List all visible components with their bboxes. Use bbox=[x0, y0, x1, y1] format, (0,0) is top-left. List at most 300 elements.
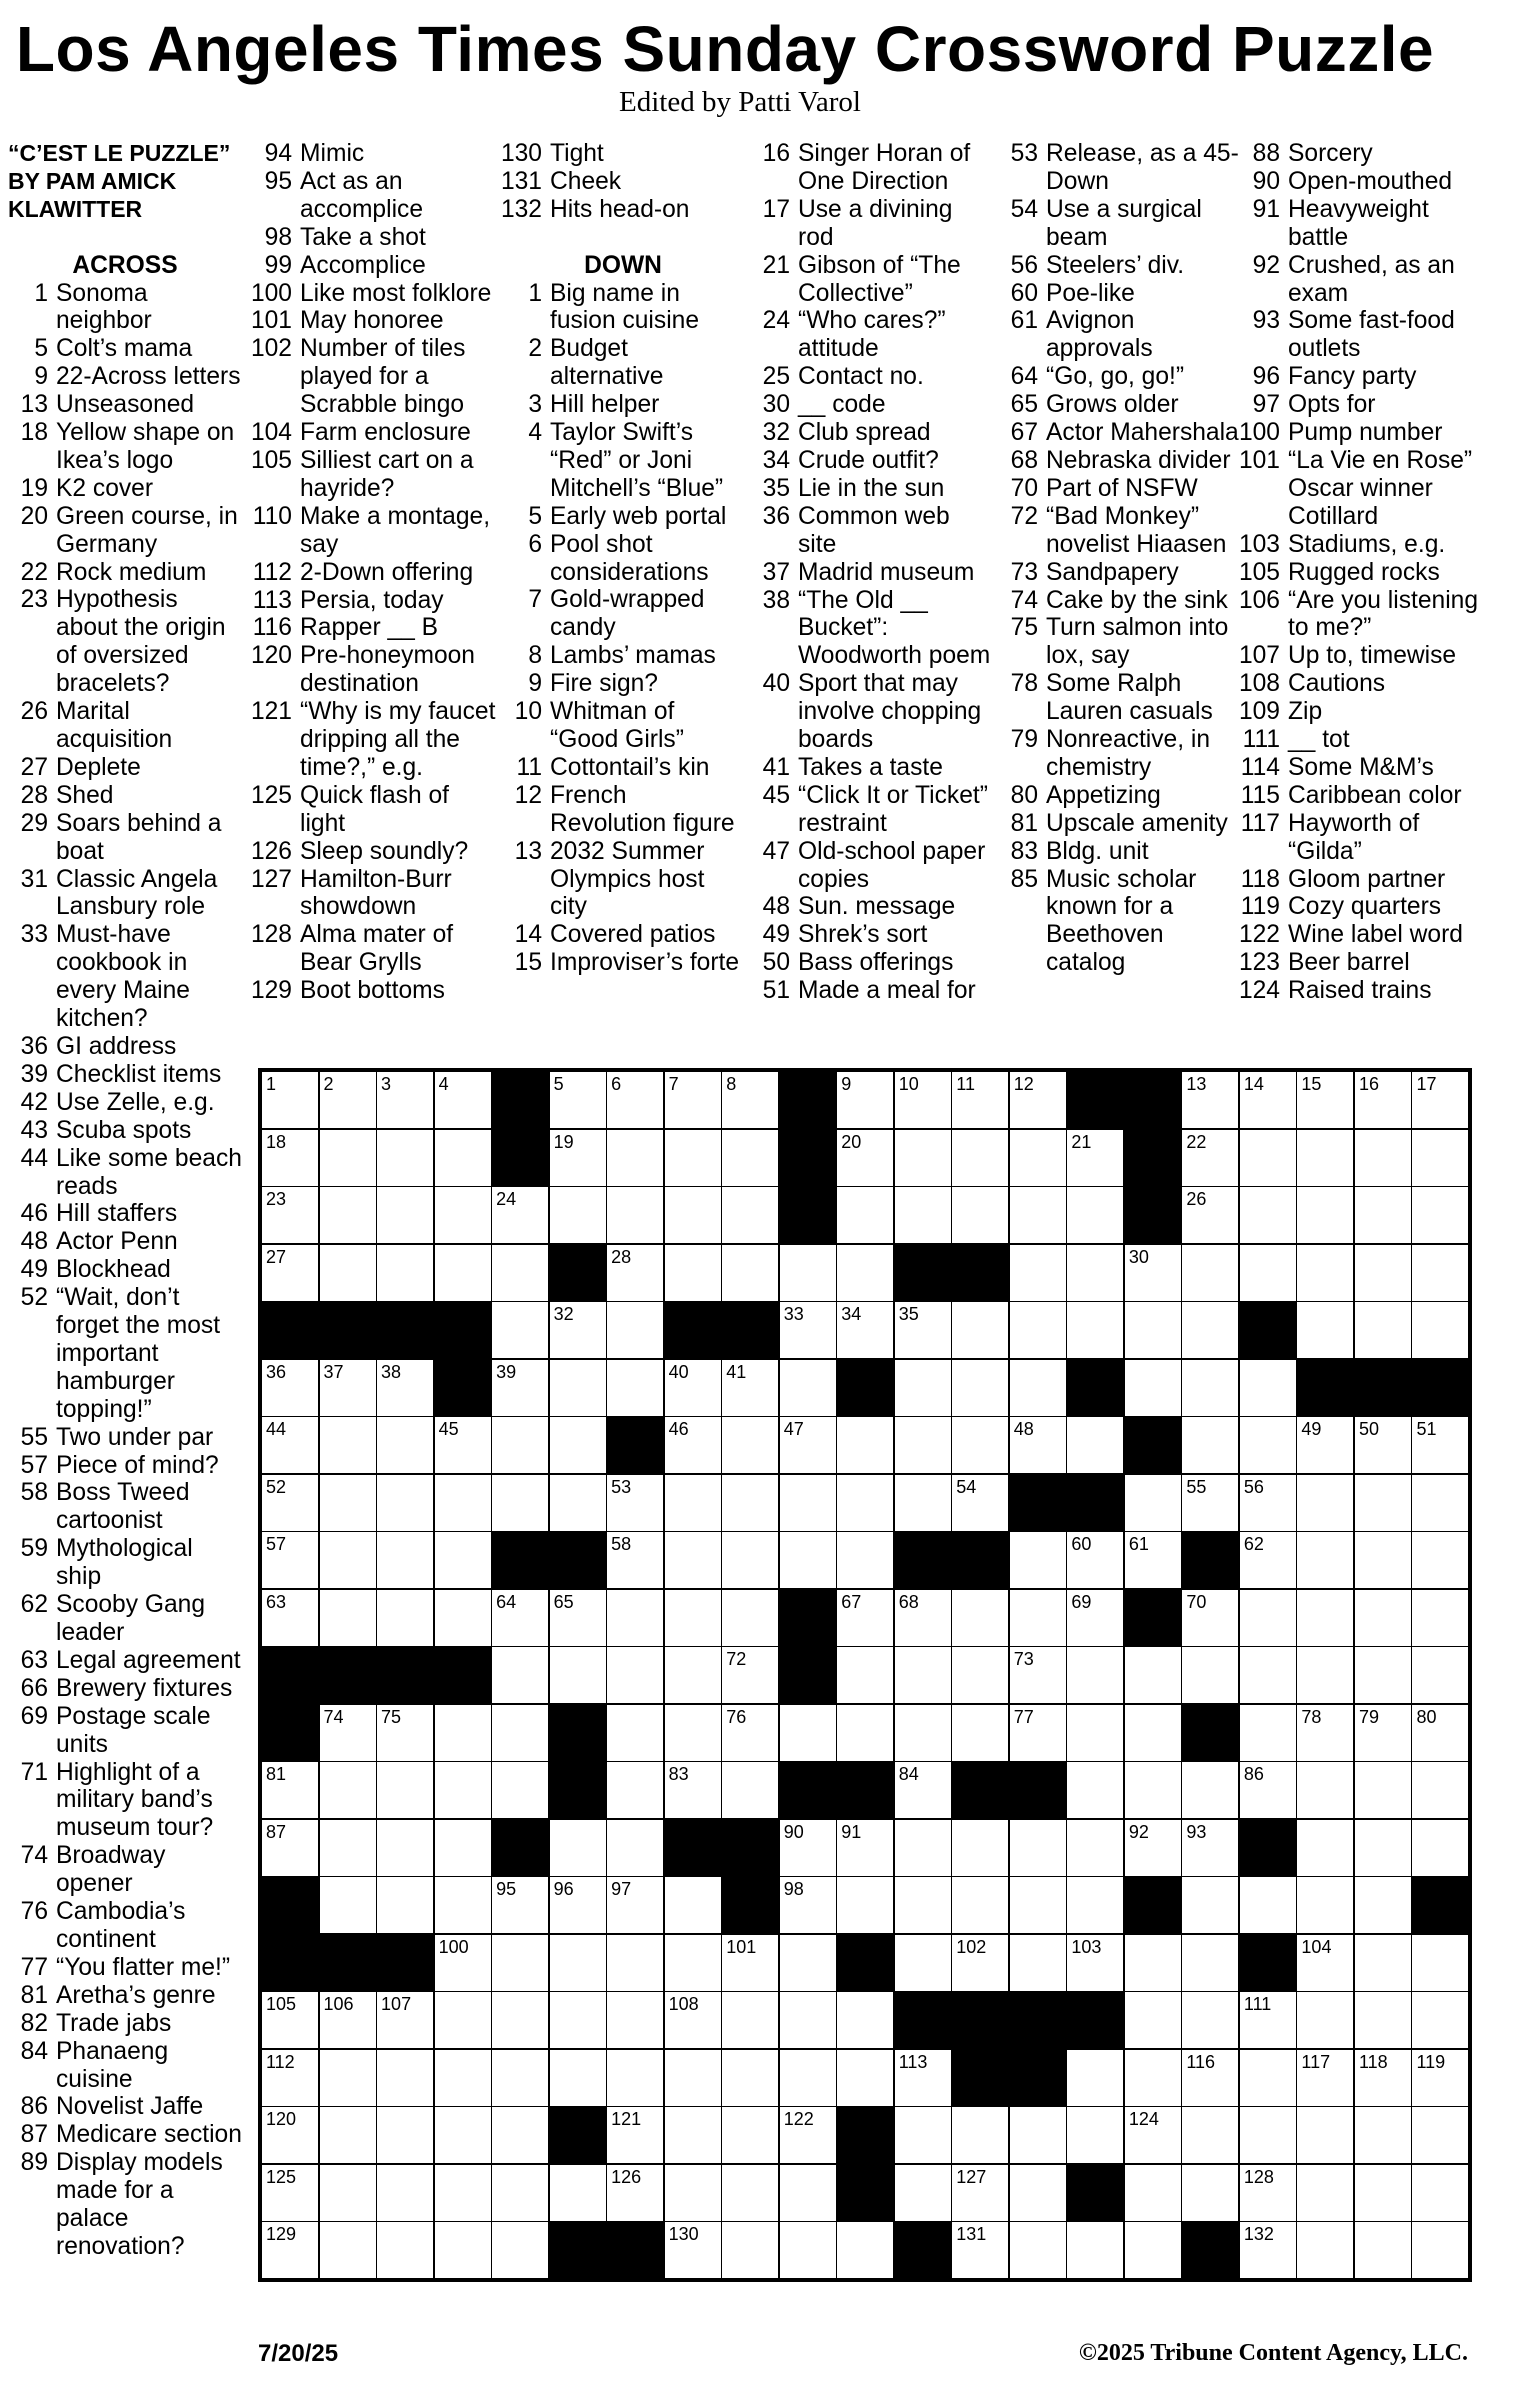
grid-cell[interactable] bbox=[1411, 1991, 1469, 2049]
grid-cell[interactable] bbox=[319, 1991, 377, 2049]
grid-cell[interactable] bbox=[1354, 1244, 1412, 1302]
grid-cell[interactable] bbox=[1296, 1876, 1354, 1934]
grid-cell[interactable] bbox=[549, 2049, 607, 2107]
grid-cell[interactable] bbox=[1354, 1589, 1412, 1647]
grid-cell[interactable] bbox=[1354, 2164, 1412, 2222]
grid-cell[interactable] bbox=[779, 1359, 837, 1417]
grid-cell[interactable] bbox=[1354, 1876, 1412, 1934]
grid-cell[interactable] bbox=[721, 1704, 779, 1762]
grid-cell[interactable] bbox=[606, 1531, 664, 1589]
grid-cell[interactable] bbox=[951, 1359, 1009, 1417]
grid-cell[interactable] bbox=[1354, 2221, 1412, 2279]
grid-cell[interactable] bbox=[1124, 2106, 1182, 2164]
grid-cell[interactable] bbox=[376, 1129, 434, 1187]
grid-cell[interactable] bbox=[721, 1416, 779, 1474]
grid-cell[interactable] bbox=[721, 1991, 779, 2049]
grid-cell[interactable] bbox=[1181, 2106, 1239, 2164]
grid-cell[interactable] bbox=[376, 2164, 434, 2222]
grid-cell[interactable] bbox=[894, 1129, 952, 1187]
grid-cell[interactable] bbox=[1066, 1301, 1124, 1359]
grid-cell[interactable] bbox=[1239, 1646, 1297, 1704]
grid-cell[interactable] bbox=[1296, 1761, 1354, 1819]
grid-cell[interactable] bbox=[664, 1934, 722, 1992]
grid-cell[interactable] bbox=[951, 1186, 1009, 1244]
grid-cell[interactable] bbox=[606, 1876, 664, 1934]
grid-cell[interactable] bbox=[319, 1761, 377, 1819]
grid-cell[interactable] bbox=[376, 1761, 434, 1819]
grid-cell[interactable] bbox=[1411, 1186, 1469, 1244]
grid-cell[interactable] bbox=[664, 1129, 722, 1187]
grid-cell[interactable] bbox=[1009, 1186, 1067, 1244]
grid-cell[interactable] bbox=[1124, 1474, 1182, 1532]
grid-cell[interactable] bbox=[1066, 1876, 1124, 1934]
grid-cell[interactable] bbox=[434, 1819, 492, 1877]
grid-cell[interactable] bbox=[1354, 1301, 1412, 1359]
grid-cell[interactable] bbox=[1124, 1646, 1182, 1704]
grid-cell[interactable] bbox=[261, 2106, 319, 2164]
grid-cell[interactable] bbox=[491, 1244, 549, 1302]
grid-cell[interactable] bbox=[606, 1301, 664, 1359]
grid-cell[interactable] bbox=[951, 2221, 1009, 2279]
grid-cell[interactable] bbox=[434, 1474, 492, 1532]
grid-cell[interactable] bbox=[1124, 1244, 1182, 1302]
grid-cell[interactable] bbox=[664, 1876, 722, 1934]
grid-cell[interactable] bbox=[1411, 1071, 1469, 1129]
grid-cell[interactable] bbox=[836, 1129, 894, 1187]
grid-cell[interactable] bbox=[1411, 2106, 1469, 2164]
grid-cell[interactable] bbox=[491, 1991, 549, 2049]
grid-cell[interactable] bbox=[1239, 1416, 1297, 1474]
grid-cell[interactable] bbox=[1354, 2049, 1412, 2107]
grid-cell[interactable] bbox=[606, 1244, 664, 1302]
grid-cell[interactable] bbox=[1066, 1416, 1124, 1474]
grid-cell[interactable] bbox=[376, 1359, 434, 1417]
grid-cell[interactable] bbox=[606, 1186, 664, 1244]
grid-cell[interactable] bbox=[836, 1531, 894, 1589]
grid-cell[interactable] bbox=[779, 2221, 837, 2279]
grid-cell[interactable] bbox=[894, 1071, 952, 1129]
grid-cell[interactable] bbox=[434, 1761, 492, 1819]
grid-cell[interactable] bbox=[1124, 1761, 1182, 1819]
grid-cell[interactable] bbox=[1239, 1761, 1297, 1819]
grid-cell[interactable] bbox=[1124, 2221, 1182, 2279]
grid-cell[interactable] bbox=[1411, 2164, 1469, 2222]
grid-cell[interactable] bbox=[1124, 1531, 1182, 1589]
grid-cell[interactable] bbox=[261, 1531, 319, 1589]
grid-cell[interactable] bbox=[1009, 1646, 1067, 1704]
grid-cell[interactable] bbox=[1239, 1876, 1297, 1934]
grid-cell[interactable] bbox=[951, 2106, 1009, 2164]
grid-cell[interactable] bbox=[779, 1474, 837, 1532]
grid-cell[interactable] bbox=[1009, 1359, 1067, 1417]
grid-cell[interactable] bbox=[1354, 1531, 1412, 1589]
grid-cell[interactable] bbox=[779, 1819, 837, 1877]
grid-cell[interactable] bbox=[376, 1704, 434, 1762]
grid-cell[interactable] bbox=[836, 1071, 894, 1129]
grid-cell[interactable] bbox=[721, 1186, 779, 1244]
grid-cell[interactable] bbox=[951, 1589, 1009, 1647]
grid-cell[interactable] bbox=[1009, 2164, 1067, 2222]
grid-cell[interactable] bbox=[1009, 1934, 1067, 1992]
grid-cell[interactable] bbox=[1296, 2164, 1354, 2222]
grid-cell[interactable] bbox=[951, 1416, 1009, 1474]
grid-cell[interactable] bbox=[319, 2049, 377, 2107]
grid-cell[interactable] bbox=[434, 1129, 492, 1187]
grid-cell[interactable] bbox=[1411, 1589, 1469, 1647]
grid-cell[interactable] bbox=[549, 1359, 607, 1417]
grid-cell[interactable] bbox=[1296, 1819, 1354, 1877]
grid-cell[interactable] bbox=[1239, 1244, 1297, 1302]
grid-cell[interactable] bbox=[1239, 2164, 1297, 2222]
grid-cell[interactable] bbox=[1181, 1646, 1239, 1704]
grid-cell[interactable] bbox=[951, 1474, 1009, 1532]
grid-cell[interactable] bbox=[721, 1359, 779, 1417]
grid-cell[interactable] bbox=[836, 1646, 894, 1704]
grid-cell[interactable] bbox=[376, 1991, 434, 2049]
grid-cell[interactable] bbox=[894, 1589, 952, 1647]
grid-cell[interactable] bbox=[664, 1531, 722, 1589]
grid-cell[interactable] bbox=[894, 2106, 952, 2164]
grid-cell[interactable] bbox=[376, 1186, 434, 1244]
grid-cell[interactable] bbox=[1124, 1359, 1182, 1417]
grid-cell[interactable] bbox=[1124, 2164, 1182, 2222]
grid-cell[interactable] bbox=[1181, 1186, 1239, 1244]
grid-cell[interactable] bbox=[606, 1129, 664, 1187]
grid-cell[interactable] bbox=[606, 1991, 664, 2049]
grid-cell[interactable] bbox=[319, 1474, 377, 1532]
grid-cell[interactable] bbox=[1296, 2049, 1354, 2107]
grid-cell[interactable] bbox=[836, 2221, 894, 2279]
grid-cell[interactable] bbox=[1066, 2106, 1124, 2164]
grid-cell[interactable] bbox=[1411, 1244, 1469, 1302]
grid-cell[interactable] bbox=[664, 1991, 722, 2049]
grid-cell[interactable] bbox=[434, 1071, 492, 1129]
grid-cell[interactable] bbox=[319, 2164, 377, 2222]
grid-cell[interactable] bbox=[779, 1704, 837, 1762]
grid-cell[interactable] bbox=[549, 1991, 607, 2049]
grid-cell[interactable] bbox=[894, 2164, 952, 2222]
grid-cell[interactable] bbox=[1354, 1934, 1412, 1992]
grid-cell[interactable] bbox=[434, 2164, 492, 2222]
grid-cell[interactable] bbox=[376, 1531, 434, 1589]
grid-cell[interactable] bbox=[606, 1474, 664, 1532]
grid-cell[interactable] bbox=[951, 1934, 1009, 1992]
grid-cell[interactable] bbox=[836, 1301, 894, 1359]
grid-cell[interactable] bbox=[491, 1761, 549, 1819]
grid-cell[interactable] bbox=[1354, 2106, 1412, 2164]
grid-cell[interactable] bbox=[549, 1129, 607, 1187]
grid-cell[interactable] bbox=[1411, 1934, 1469, 1992]
grid-cell[interactable] bbox=[319, 1416, 377, 1474]
grid-cell[interactable] bbox=[1354, 1704, 1412, 1762]
grid-cell[interactable] bbox=[376, 1071, 434, 1129]
grid-cell[interactable] bbox=[951, 1646, 1009, 1704]
grid-cell[interactable] bbox=[1411, 1129, 1469, 1187]
grid-cell[interactable] bbox=[951, 1071, 1009, 1129]
grid-cell[interactable] bbox=[779, 2164, 837, 2222]
grid-cell[interactable] bbox=[261, 2049, 319, 2107]
grid-cell[interactable] bbox=[1411, 1761, 1469, 1819]
grid-cell[interactable] bbox=[1066, 1704, 1124, 1762]
grid-cell[interactable] bbox=[549, 1589, 607, 1647]
grid-cell[interactable] bbox=[1239, 1129, 1297, 1187]
grid-cell[interactable] bbox=[894, 1646, 952, 1704]
grid-cell[interactable] bbox=[1354, 1129, 1412, 1187]
grid-cell[interactable] bbox=[1239, 1071, 1297, 1129]
grid-cell[interactable] bbox=[261, 1244, 319, 1302]
grid-cell[interactable] bbox=[491, 1186, 549, 1244]
grid-cell[interactable] bbox=[319, 1531, 377, 1589]
grid-cell[interactable] bbox=[1354, 1186, 1412, 1244]
grid-cell[interactable] bbox=[1066, 1129, 1124, 1187]
grid-cell[interactable] bbox=[836, 1474, 894, 1532]
grid-cell[interactable] bbox=[1181, 1934, 1239, 1992]
grid-cell[interactable] bbox=[836, 1819, 894, 1877]
grid-cell[interactable] bbox=[434, 1531, 492, 1589]
grid-cell[interactable] bbox=[1354, 1761, 1412, 1819]
grid-cell[interactable] bbox=[779, 2106, 837, 2164]
grid-cell[interactable] bbox=[606, 1704, 664, 1762]
grid-cell[interactable] bbox=[549, 1301, 607, 1359]
grid-cell[interactable] bbox=[1181, 1301, 1239, 1359]
grid-cell[interactable] bbox=[894, 1761, 952, 1819]
grid-cell[interactable] bbox=[606, 1359, 664, 1417]
grid-cell[interactable] bbox=[606, 1646, 664, 1704]
grid-cell[interactable] bbox=[664, 1416, 722, 1474]
grid-cell[interactable] bbox=[549, 1071, 607, 1129]
grid-cell[interactable] bbox=[1124, 2049, 1182, 2107]
grid-cell[interactable] bbox=[549, 2164, 607, 2222]
grid-cell[interactable] bbox=[1124, 1301, 1182, 1359]
grid-cell[interactable] bbox=[951, 1704, 1009, 1762]
grid-cell[interactable] bbox=[1296, 1129, 1354, 1187]
grid-cell[interactable] bbox=[1239, 2221, 1297, 2279]
grid-cell[interactable] bbox=[434, 1704, 492, 1762]
grid-cell[interactable] bbox=[491, 1416, 549, 1474]
grid-cell[interactable] bbox=[1181, 1071, 1239, 1129]
grid-cell[interactable] bbox=[319, 2221, 377, 2279]
grid-cell[interactable] bbox=[261, 1359, 319, 1417]
grid-cell[interactable] bbox=[376, 1416, 434, 1474]
grid-cell[interactable] bbox=[664, 1646, 722, 1704]
grid-cell[interactable] bbox=[721, 1071, 779, 1129]
grid-cell[interactable] bbox=[1124, 1934, 1182, 1992]
grid-cell[interactable] bbox=[261, 1071, 319, 1129]
grid-cell[interactable] bbox=[549, 1934, 607, 1992]
grid-cell[interactable] bbox=[1296, 1416, 1354, 1474]
grid-cell[interactable] bbox=[1354, 1071, 1412, 1129]
grid-cell[interactable] bbox=[606, 1071, 664, 1129]
grid-cell[interactable] bbox=[261, 1819, 319, 1877]
grid-cell[interactable] bbox=[319, 1819, 377, 1877]
grid-cell[interactable] bbox=[376, 2221, 434, 2279]
grid-cell[interactable] bbox=[434, 2221, 492, 2279]
grid-cell[interactable] bbox=[951, 1129, 1009, 1187]
grid-cell[interactable] bbox=[491, 1589, 549, 1647]
grid-cell[interactable] bbox=[779, 1301, 837, 1359]
grid-cell[interactable] bbox=[1354, 1819, 1412, 1877]
grid-cell[interactable] bbox=[894, 1819, 952, 1877]
grid-cell[interactable] bbox=[894, 1416, 952, 1474]
grid-cell[interactable] bbox=[491, 1934, 549, 1992]
grid-cell[interactable] bbox=[721, 2164, 779, 2222]
grid-cell[interactable] bbox=[434, 1244, 492, 1302]
grid-cell[interactable] bbox=[1009, 1531, 1067, 1589]
grid-cell[interactable] bbox=[549, 1474, 607, 1532]
grid-cell[interactable] bbox=[1296, 1301, 1354, 1359]
grid-cell[interactable] bbox=[721, 1589, 779, 1647]
grid-cell[interactable] bbox=[434, 1186, 492, 1244]
grid-cell[interactable] bbox=[951, 1876, 1009, 1934]
grid-cell[interactable] bbox=[261, 1129, 319, 1187]
grid-cell[interactable] bbox=[1296, 1474, 1354, 1532]
grid-cell[interactable] bbox=[951, 2164, 1009, 2222]
grid-cell[interactable] bbox=[1239, 1359, 1297, 1417]
grid-cell[interactable] bbox=[1009, 1416, 1067, 1474]
grid-cell[interactable] bbox=[1354, 1416, 1412, 1474]
grid-cell[interactable] bbox=[1009, 1071, 1067, 1129]
grid-cell[interactable] bbox=[1296, 2106, 1354, 2164]
grid-cell[interactable] bbox=[836, 1876, 894, 1934]
grid-cell[interactable] bbox=[1181, 1589, 1239, 1647]
grid-cell[interactable] bbox=[1066, 1646, 1124, 1704]
grid-cell[interactable] bbox=[491, 2049, 549, 2107]
grid-cell[interactable] bbox=[434, 2106, 492, 2164]
grid-cell[interactable] bbox=[1009, 1876, 1067, 1934]
grid-cell[interactable] bbox=[664, 2164, 722, 2222]
grid-cell[interactable] bbox=[491, 2164, 549, 2222]
grid-cell[interactable] bbox=[894, 1704, 952, 1762]
grid-cell[interactable] bbox=[606, 1589, 664, 1647]
grid-cell[interactable] bbox=[721, 1761, 779, 1819]
grid-cell[interactable] bbox=[1066, 1589, 1124, 1647]
grid-cell[interactable] bbox=[1239, 2049, 1297, 2107]
grid-cell[interactable] bbox=[779, 1531, 837, 1589]
grid-cell[interactable] bbox=[1354, 1991, 1412, 2049]
grid-cell[interactable] bbox=[606, 1819, 664, 1877]
grid-cell[interactable] bbox=[261, 1186, 319, 1244]
grid-cell[interactable] bbox=[376, 1589, 434, 1647]
grid-cell[interactable] bbox=[779, 2049, 837, 2107]
grid-cell[interactable] bbox=[1239, 1531, 1297, 1589]
grid-cell[interactable] bbox=[721, 1934, 779, 1992]
grid-cell[interactable] bbox=[319, 1186, 377, 1244]
grid-cell[interactable] bbox=[836, 1186, 894, 1244]
grid-cell[interactable] bbox=[894, 1359, 952, 1417]
grid-cell[interactable] bbox=[1296, 1704, 1354, 1762]
grid-cell[interactable] bbox=[376, 1819, 434, 1877]
grid-cell[interactable] bbox=[1066, 1934, 1124, 1992]
grid-cell[interactable] bbox=[549, 1186, 607, 1244]
grid-cell[interactable] bbox=[664, 1761, 722, 1819]
grid-cell[interactable] bbox=[491, 1301, 549, 1359]
grid-cell[interactable] bbox=[319, 1129, 377, 1187]
grid-cell[interactable] bbox=[664, 1359, 722, 1417]
grid-cell[interactable] bbox=[1066, 1761, 1124, 1819]
grid-cell[interactable] bbox=[1066, 1531, 1124, 1589]
grid-cell[interactable] bbox=[606, 2049, 664, 2107]
grid-cell[interactable] bbox=[1066, 2049, 1124, 2107]
grid-cell[interactable] bbox=[319, 1071, 377, 1129]
grid-cell[interactable] bbox=[894, 1301, 952, 1359]
grid-cell[interactable] bbox=[1066, 1186, 1124, 1244]
grid-cell[interactable] bbox=[491, 1474, 549, 1532]
grid-cell[interactable] bbox=[1009, 2106, 1067, 2164]
grid-cell[interactable] bbox=[549, 1646, 607, 1704]
grid-cell[interactable] bbox=[1411, 1646, 1469, 1704]
grid-cell[interactable] bbox=[836, 1589, 894, 1647]
grid-cell[interactable] bbox=[664, 1244, 722, 1302]
grid-cell[interactable] bbox=[1181, 1819, 1239, 1877]
grid-cell[interactable] bbox=[779, 1876, 837, 1934]
grid-cell[interactable] bbox=[1411, 2221, 1469, 2279]
grid-cell[interactable] bbox=[1124, 1704, 1182, 1762]
grid-cell[interactable] bbox=[1296, 1531, 1354, 1589]
grid-cell[interactable] bbox=[721, 2049, 779, 2107]
grid-cell[interactable] bbox=[261, 1761, 319, 1819]
grid-cell[interactable] bbox=[721, 2221, 779, 2279]
grid-cell[interactable] bbox=[1181, 1244, 1239, 1302]
grid-cell[interactable] bbox=[951, 1819, 1009, 1877]
grid-cell[interactable] bbox=[721, 1129, 779, 1187]
grid-cell[interactable] bbox=[1411, 1819, 1469, 1877]
grid-cell[interactable] bbox=[1296, 1071, 1354, 1129]
grid-cell[interactable] bbox=[664, 2106, 722, 2164]
grid-cell[interactable] bbox=[1411, 1301, 1469, 1359]
grid-cell[interactable] bbox=[894, 1186, 952, 1244]
grid-cell[interactable] bbox=[434, 1416, 492, 1474]
grid-cell[interactable] bbox=[894, 2049, 952, 2107]
grid-cell[interactable] bbox=[664, 2221, 722, 2279]
grid-cell[interactable] bbox=[1296, 2221, 1354, 2279]
grid-cell[interactable] bbox=[664, 1071, 722, 1129]
grid-cell[interactable] bbox=[894, 1474, 952, 1532]
grid-cell[interactable] bbox=[319, 1359, 377, 1417]
grid-cell[interactable] bbox=[1239, 1474, 1297, 1532]
grid-cell[interactable] bbox=[434, 2049, 492, 2107]
grid-cell[interactable] bbox=[606, 1934, 664, 1992]
grid-cell[interactable] bbox=[1181, 1416, 1239, 1474]
grid-cell[interactable] bbox=[491, 1876, 549, 1934]
grid-cell[interactable] bbox=[664, 1186, 722, 1244]
grid-cell[interactable] bbox=[1239, 1186, 1297, 1244]
grid-cell[interactable] bbox=[1411, 2049, 1469, 2107]
grid-cell[interactable] bbox=[836, 2049, 894, 2107]
grid-cell[interactable] bbox=[779, 1991, 837, 2049]
grid-cell[interactable] bbox=[261, 1474, 319, 1532]
grid-cell[interactable] bbox=[721, 2106, 779, 2164]
grid-cell[interactable] bbox=[1296, 1589, 1354, 1647]
grid-cell[interactable] bbox=[376, 1876, 434, 1934]
grid-cell[interactable] bbox=[1009, 1704, 1067, 1762]
grid-cell[interactable] bbox=[1181, 1129, 1239, 1187]
grid-cell[interactable] bbox=[664, 1589, 722, 1647]
grid-cell[interactable] bbox=[721, 1474, 779, 1532]
grid-cell[interactable] bbox=[319, 1589, 377, 1647]
grid-cell[interactable] bbox=[434, 1876, 492, 1934]
grid-cell[interactable] bbox=[1239, 1589, 1297, 1647]
grid-cell[interactable] bbox=[376, 1244, 434, 1302]
grid-cell[interactable] bbox=[779, 1934, 837, 1992]
grid-cell[interactable] bbox=[434, 1991, 492, 2049]
grid-cell[interactable] bbox=[836, 1244, 894, 1302]
grid-cell[interactable] bbox=[1411, 1704, 1469, 1762]
grid-cell[interactable] bbox=[951, 1301, 1009, 1359]
grid-cell[interactable] bbox=[319, 1704, 377, 1762]
grid-cell[interactable] bbox=[261, 1589, 319, 1647]
grid-cell[interactable] bbox=[894, 1876, 952, 1934]
grid-cell[interactable] bbox=[1181, 2164, 1239, 2222]
